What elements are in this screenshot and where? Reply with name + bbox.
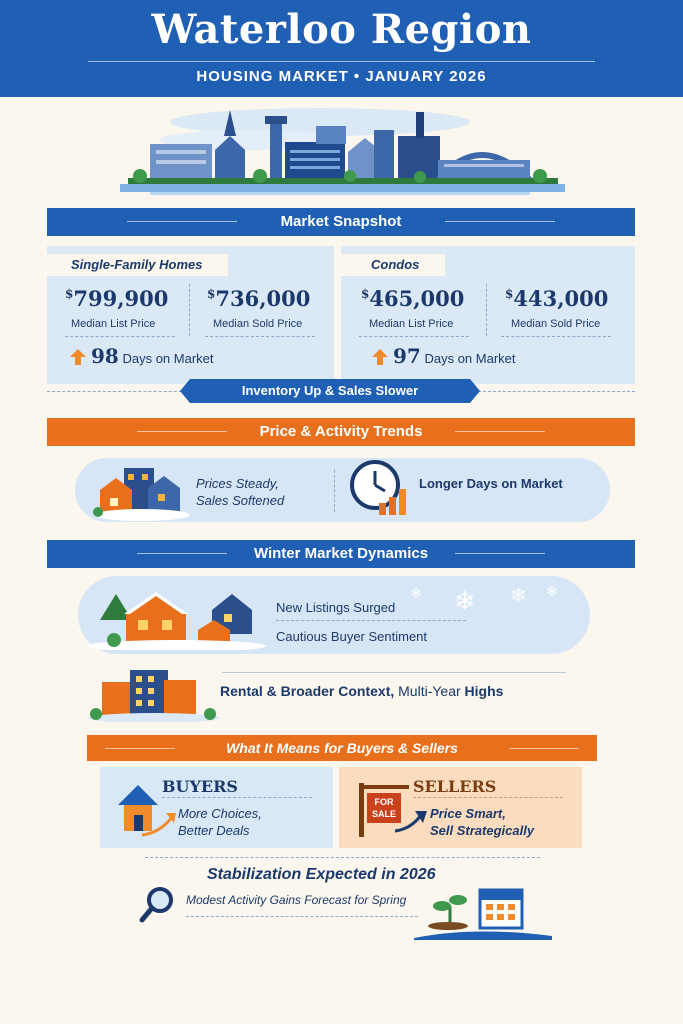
sellers-card — [339, 767, 582, 848]
section-banner-what-it-means — [87, 735, 597, 761]
single-family-list-price — [65, 286, 168, 311]
days-value: 97 — [393, 344, 421, 368]
condos-list-label: Median List Price — [369, 318, 454, 330]
svg-text:❄: ❄ — [510, 583, 527, 607]
arrow-up-icon — [69, 348, 87, 366]
condos-panel — [341, 246, 635, 384]
arrow-up-icon — [371, 348, 389, 366]
prices-steady-text — [196, 475, 284, 509]
panel-title: Single-Family Homes — [47, 254, 228, 276]
divider — [189, 284, 190, 336]
outlook-title: Stabilization Expected in 2026 — [207, 866, 436, 883]
section-banner-market-snapshot — [47, 208, 635, 236]
panel-title: Condos — [341, 254, 445, 276]
section-title: Price & Activity Trends — [259, 423, 423, 440]
text-line: Prices Steady, — [196, 476, 279, 491]
new-listings-text: New Listings Surged — [276, 600, 396, 615]
divider — [501, 336, 611, 337]
section-title: Market Snapshot — [280, 213, 402, 230]
rental-bold-text: Rental & Broader Context, — [220, 683, 395, 699]
currency-symbol: $ — [505, 287, 514, 301]
sign-text-for: FOR — [374, 797, 394, 807]
buyers-text — [178, 805, 262, 839]
divider — [186, 916, 418, 917]
header-divider — [88, 61, 595, 62]
rental-context-text — [220, 683, 503, 699]
condos-sold-label: Median Sold Price — [511, 318, 601, 330]
text-line: Better Deals — [178, 823, 250, 838]
text-line: Sales Softened — [196, 493, 285, 508]
buyer-sentiment-text: Cautious Buyer Sentiment — [276, 629, 428, 644]
price-value: 736,000 — [215, 286, 311, 311]
divider — [65, 336, 175, 337]
currency-symbol: $ — [361, 287, 370, 301]
page-title: Waterloo Region — [151, 6, 532, 53]
buyers-card — [100, 767, 333, 848]
price-value: 465,000 — [369, 286, 465, 311]
text-line: Price Smart, — [430, 806, 506, 821]
buyers-title: BUYERS — [162, 777, 238, 796]
banner-rule-right — [509, 748, 579, 749]
currency-symbol: $ — [207, 287, 216, 301]
svg-text:❄: ❄ — [454, 587, 476, 617]
days-label: Days on Market — [122, 351, 214, 366]
section-title: What It Means for Buyers & Sellers — [226, 740, 458, 756]
snowy-houses-icon — [86, 580, 270, 650]
page-subtitle: HOUSING MARKET • JANUARY 2026 — [196, 68, 487, 85]
divider — [205, 336, 315, 337]
divider — [478, 391, 635, 392]
single-family-sold-label: Median Sold Price — [213, 318, 303, 330]
divider — [413, 797, 563, 798]
price-value: 443,000 — [513, 286, 609, 311]
currency-symbol: $ — [65, 287, 74, 301]
section-title: Winter Market Dynamics — [253, 545, 429, 562]
single-family-list-label: Median List Price — [71, 318, 156, 330]
clock-chart-icon — [349, 459, 413, 519]
section-banner-price-trends — [47, 418, 635, 446]
inventory-ribbon: Inventory Up & Sales Slower — [190, 379, 470, 403]
apartment-buildings-icon — [86, 664, 222, 722]
rental-end-text: Highs — [464, 683, 504, 699]
divider — [359, 336, 469, 337]
banner-rule-left — [137, 431, 227, 432]
divider — [162, 797, 312, 798]
banner-rule-right — [455, 553, 545, 554]
divider — [145, 857, 540, 858]
banner-rule-left — [137, 553, 227, 554]
snowflake-icon — [410, 582, 570, 622]
condos-list-price — [361, 286, 464, 311]
divider — [222, 672, 566, 673]
longer-days-text: Longer Days on Market — [419, 476, 563, 491]
price-value: 799,900 — [73, 286, 169, 311]
sellers-text — [430, 805, 534, 839]
text-line: Sell Strategically — [430, 823, 535, 838]
section-banner-winter-dynamics — [47, 540, 635, 568]
banner-rule-right — [445, 221, 555, 222]
rental-rest-text: Multi-Year — [398, 683, 461, 699]
single-family-panel — [47, 246, 334, 384]
banner-rule-right — [455, 431, 545, 432]
divider — [47, 391, 187, 392]
sign-text-sale: SALE — [371, 809, 397, 819]
single-family-sold-price — [207, 286, 310, 311]
svg-text:❄: ❄ — [410, 586, 422, 602]
calendar-sprout-icon — [414, 882, 554, 940]
single-family-days-on-market — [91, 344, 214, 368]
banner-rule-left — [105, 748, 175, 749]
divider — [486, 284, 487, 336]
days-value: 98 — [91, 344, 119, 368]
header-banner — [0, 0, 683, 97]
text-line: More Choices, — [178, 806, 262, 821]
city-skyline-illustration — [120, 100, 565, 200]
divider — [334, 470, 335, 512]
days-label: Days on Market — [424, 351, 516, 366]
magnifier-icon — [138, 884, 178, 924]
condos-sold-price — [505, 286, 608, 311]
banner-rule-left — [127, 221, 237, 222]
svg-text:❄: ❄ — [546, 584, 558, 600]
houses-icon — [92, 460, 192, 522]
condos-days-on-market — [393, 344, 516, 368]
outlook-text: Modest Activity Gains Forecast for Spring — [186, 893, 407, 907]
sellers-title: SELLERS — [413, 777, 497, 796]
